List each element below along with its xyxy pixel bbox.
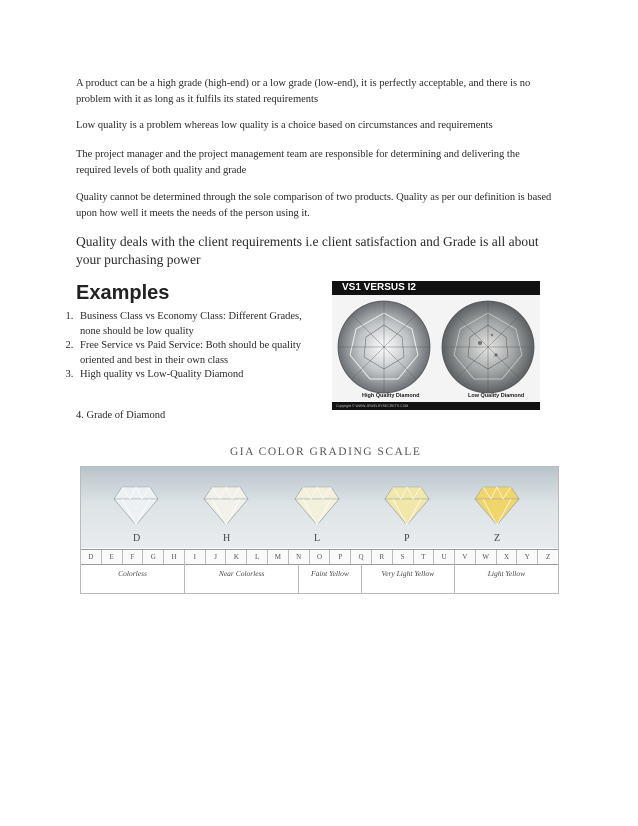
examples-heading: Examples <box>76 282 170 304</box>
grade-cell: I <box>185 550 206 564</box>
low-quality-diamond-icon <box>442 301 534 393</box>
grade-cell: J <box>206 550 227 564</box>
grade-cell: N <box>289 550 310 564</box>
gia-color-scale <box>80 466 559 594</box>
diamond-z-icon <box>475 487 519 525</box>
grade-cell: F <box>123 550 144 564</box>
list-item: 3. High quality vs Low-Quality Diamond <box>76 368 321 383</box>
grade-cell: R <box>372 550 393 564</box>
high-quality-diamond-icon <box>338 301 430 393</box>
comparison-title: VS1 VERSUS I2 <box>332 281 540 295</box>
diamond-d-icon <box>114 487 158 525</box>
grade-cell: M <box>268 550 289 564</box>
grade-letter-d: D <box>133 533 141 544</box>
gia-diamonds-graphic <box>81 467 558 533</box>
category-near-colorless: Near Colorless <box>185 564 299 593</box>
grade-cell: V <box>455 550 476 564</box>
grade-cell: U <box>434 550 455 564</box>
grade-cell: P <box>330 550 351 564</box>
gia-letter-row <box>81 549 558 565</box>
paragraph-grade-definition: A product can be a high grade (high-end) or a low grade (low-end), it is perfectly acceptable, and there is no problem with it as long as it fulfils its stated requirements <box>76 78 531 105</box>
paragraph-quality-comparison: Quality cannot be determined through the sole comparison of two products. Quality as per our definition is based upon how well it meets the needs of the person using it. <box>76 192 552 219</box>
paragraph-quality-vs-grade: Quality deals with the client requirements i.e client satisfaction and Grade is all about your purchasing power <box>76 234 539 267</box>
grade-cell: D <box>81 550 102 564</box>
grade-cell: Q <box>351 550 372 564</box>
list-item: 2. Free Service vs Paid Service: Both should be quality oriented and best in their own class <box>76 339 321 368</box>
grade-of-diamond-item: 4. Grade of Diamond <box>76 410 166 421</box>
category-light-yellow: Light Yellow <box>487 569 526 578</box>
grade-cell: O <box>310 550 331 564</box>
diamond-h-icon <box>204 487 248 525</box>
diamond-p-icon <box>385 487 429 525</box>
paragraph-low-quality: Low quality is a problem whereas low quality is a choice based on circumstances and requirements <box>76 120 493 131</box>
copyright-footer: Copyright © WWW.JEWELRYSECRETS.COM <box>332 402 540 410</box>
grade-cell: T <box>414 550 435 564</box>
grade-cell: K <box>226 550 247 564</box>
paragraph-responsibility: The project manager and the project management team are responsible for determining and delivering the required levels of both quality and grade <box>76 149 520 176</box>
grade-cell: L <box>247 550 268 564</box>
grade-letter-z: Z <box>494 533 501 544</box>
grade-cell: G <box>143 550 164 564</box>
diamond-l-icon <box>295 487 339 525</box>
examples-list <box>60 310 321 383</box>
grade-letter-p: P <box>404 533 410 544</box>
grade-cell: Z <box>545 553 551 561</box>
grade-cell: X <box>497 550 518 564</box>
gia-diamond-row <box>81 467 558 548</box>
grade-cell: S <box>393 550 414 564</box>
list-item: 1. Business Class vs Economy Class: Different Grades, none should be low quality <box>76 310 321 339</box>
high-quality-caption: High Quality Diamond <box>362 393 420 399</box>
diamond-comparison-image <box>332 281 540 410</box>
low-quality-caption: Low Quality Diamond <box>468 393 525 399</box>
category-colorless: Colorless <box>81 564 185 593</box>
grade-letter-l: L <box>314 533 321 544</box>
category-faint-yellow: Faint Yellow <box>299 564 361 593</box>
grade-letter-h: H <box>223 533 231 544</box>
grade-cell: Y <box>517 550 538 564</box>
grade-cell: E <box>102 550 123 564</box>
category-very-light-yellow: Very Light Yellow <box>362 564 455 593</box>
diamond-comparison-graphic <box>332 295 540 405</box>
grade-cell: H <box>164 550 185 564</box>
gia-scale-title: GIA COLOR GRADING SCALE <box>230 446 422 458</box>
gia-category-row <box>81 564 558 593</box>
grade-cell: W <box>476 550 497 564</box>
